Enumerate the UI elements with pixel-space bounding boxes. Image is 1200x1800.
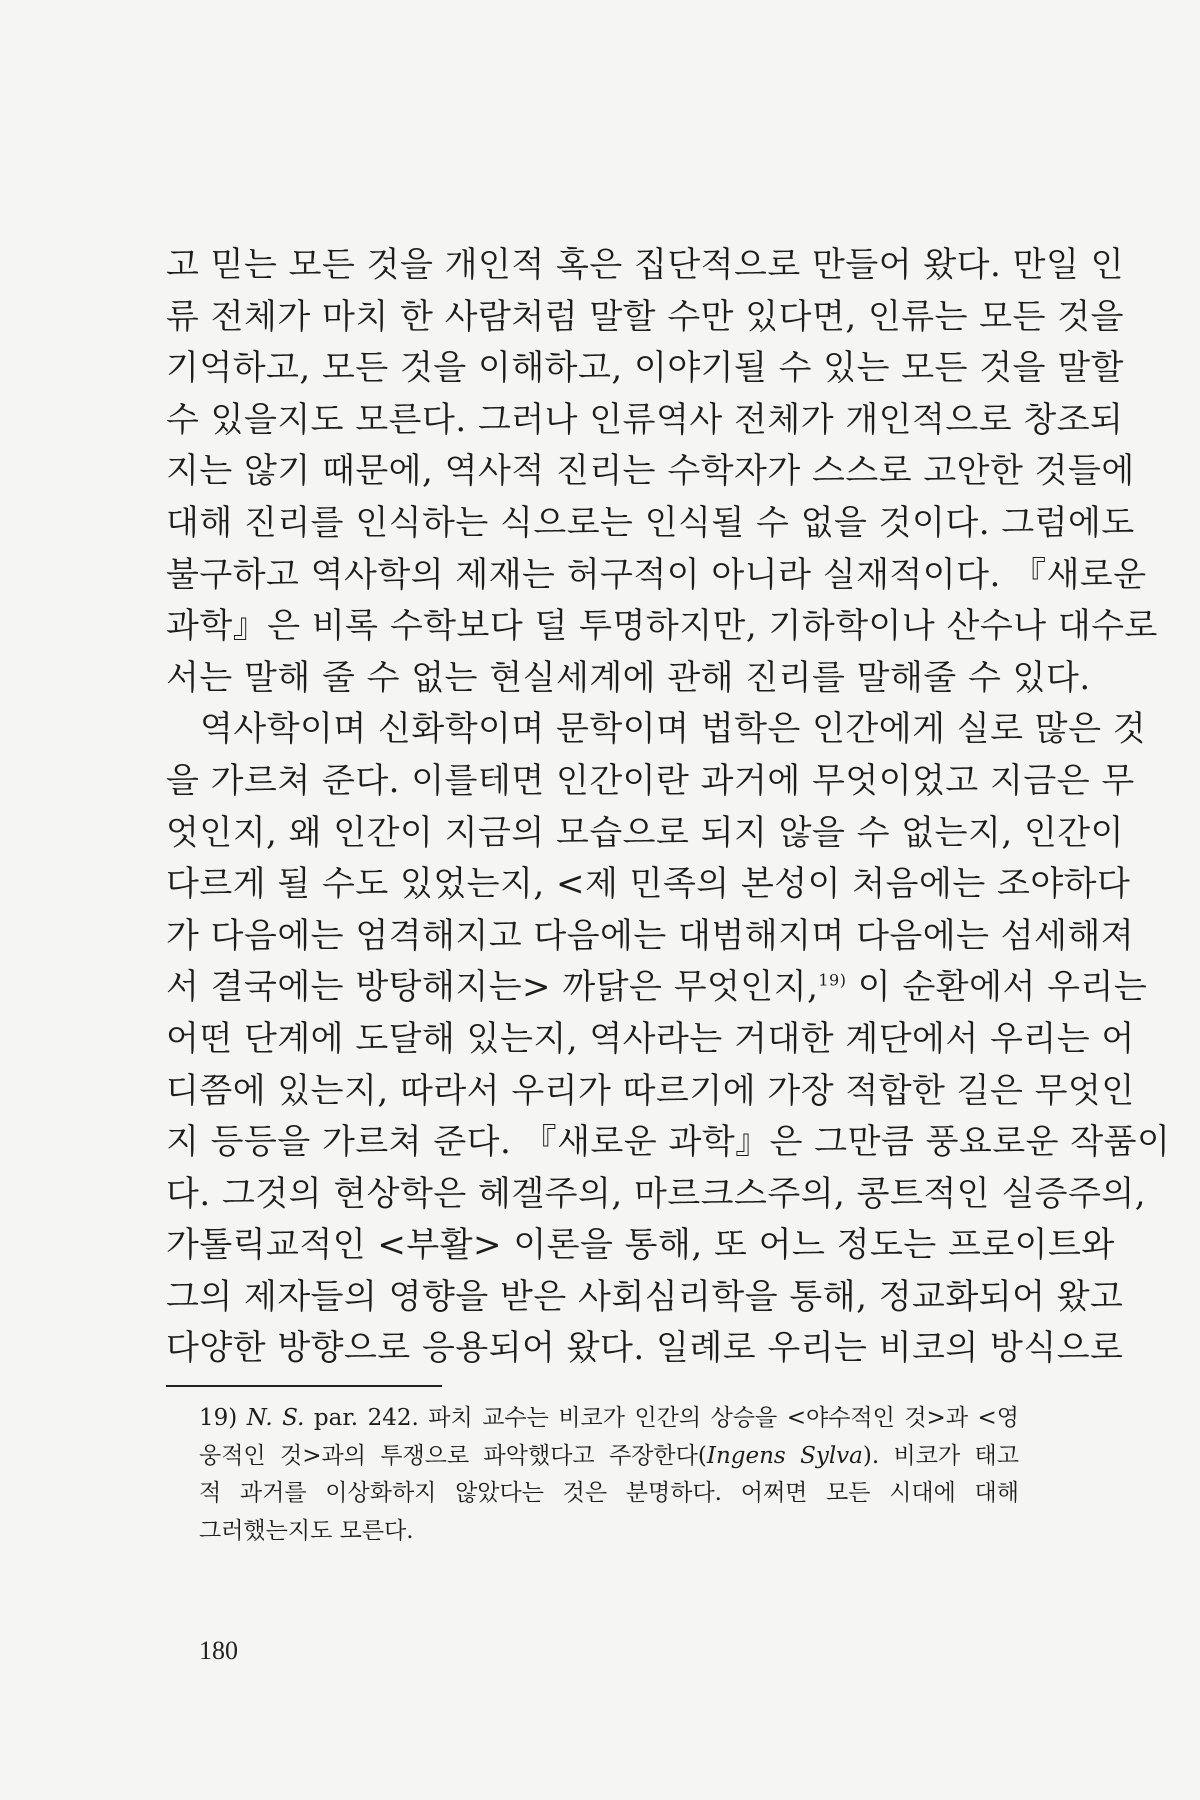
- footnote: [199, 1400, 1019, 1550]
- text-line: 어떤 단계에 도달해 있는지, 역사라는 거대한 계단에서 우리는 어: [166, 1018, 1135, 1059]
- text-line: 엇인지, 왜 인간이 지금의 모습으로 되지 않을 수 없는지, 인간이: [166, 812, 1124, 853]
- text-line: 지 등등을 가르쳐 준다. 『새로운 과학』은 그만큼 풍요로운 작품이: [166, 1122, 1171, 1163]
- text-line: 을 가르쳐 준다. 이를테면 인간이란 과거에 무엇이었고 지금은 무: [166, 760, 1135, 801]
- footnote-number: 19): [199, 1405, 238, 1431]
- text-line: 가 다음에는 엄격해지고 다음에는 대범해지며 다음에는 섬세해져: [166, 915, 1135, 956]
- footnote-italic-term: Ingens Sylva: [706, 1442, 863, 1469]
- footnote-line: 그러했는지도 모른다.: [199, 1517, 414, 1544]
- footnote-line: [199, 1400, 1019, 1438]
- text-line: 다양한 방향으로 응용되어 왔다. 일례로 우리는 비코의 방식으로: [166, 1328, 1124, 1369]
- text-line: 과학』은 비록 수학보다 덜 투명하지만, 기하학이나 산수나 대수로: [166, 606, 1158, 647]
- text-line-with-footnote-ref: [166, 962, 1148, 1014]
- footnote-citation: N. S.: [246, 1405, 305, 1431]
- text-segment: 서 결국에는 방탕해지는> 까닭은 무엇인지,: [166, 967, 819, 1008]
- body-text: [166, 240, 1171, 1375]
- text-line: 류 전체가 마치 한 사람처럼 말할 수만 있다면, 인류는 모든 것을: [166, 296, 1124, 337]
- text-line: 서는 말해 줄 수 없는 현실세계에 관해 진리를 말해줄 수 있다.: [166, 657, 1091, 698]
- text-line: 고 믿는 모든 것을 개인적 혹은 집단적으로 만들어 왔다. 만일 인: [166, 245, 1124, 285]
- footnote-divider: [166, 1385, 442, 1387]
- page-number: 180: [199, 1636, 238, 1665]
- text-line: 다. 그것의 현상학은 헤겔주의, 마르크스주의, 콩트적인 실증주의,: [166, 1173, 1147, 1214]
- footnote-text: 웅적인 것>과의 투쟁으로 파악했다고 주장한다(: [199, 1442, 707, 1469]
- footnote-text: ). 비코가 태고: [862, 1442, 1019, 1469]
- text-line: 지는 않기 때문에, 역사적 진리는 수학자가 스스로 고안한 것들에: [166, 451, 1135, 492]
- text-line: 역사학이며 신화학이며 문학이며 법학은 인간에게 실로 많은 것: [200, 709, 1147, 750]
- text-line: 디쯤에 있는지, 따라서 우리가 따르기에 가장 적합한 길은 무엇인: [166, 1070, 1135, 1111]
- text-segment: 이 순환에서 우리는: [857, 967, 1148, 1008]
- text-line: 대해 진리를 인식하는 식으로는 인식될 수 없을 것이다. 그럼에도: [166, 502, 1135, 543]
- footnote-reference: 19): [818, 970, 847, 990]
- text-line: 수 있을지도 모른다. 그러나 인류역사 전체가 개인적으로 창조되: [166, 399, 1124, 440]
- footnote-text: par. 242. 파치 교수는 비코가 인간의 상승을 <야수적인 것>과 <영: [313, 1405, 1019, 1431]
- footnote-line: [199, 1438, 1019, 1476]
- text-line: 불구하고 역사학의 제재는 허구적이 아니라 실재적이다. 『새로운: [166, 554, 1147, 595]
- text-line: 다르게 될 수도 있었는지, <제 민족의 본성이 처음에는 조야하다: [166, 864, 1131, 905]
- text-line: 가톨릭교적인 <부활> 이론을 통해, 또 어느 정도는 프로이트와: [166, 1225, 1115, 1266]
- footnote-line: 적 과거를 이상화하지 않았다는 것은 분명하다. 어쩌면 모든 시대에 대해: [199, 1480, 1019, 1506]
- text-line: 그의 제자들의 영향을 받은 사회심리학을 통해, 정교화되어 왔고: [166, 1276, 1124, 1317]
- text-line: 기억하고, 모든 것을 이해하고, 이야기될 수 있는 모든 것을 말할: [166, 348, 1124, 389]
